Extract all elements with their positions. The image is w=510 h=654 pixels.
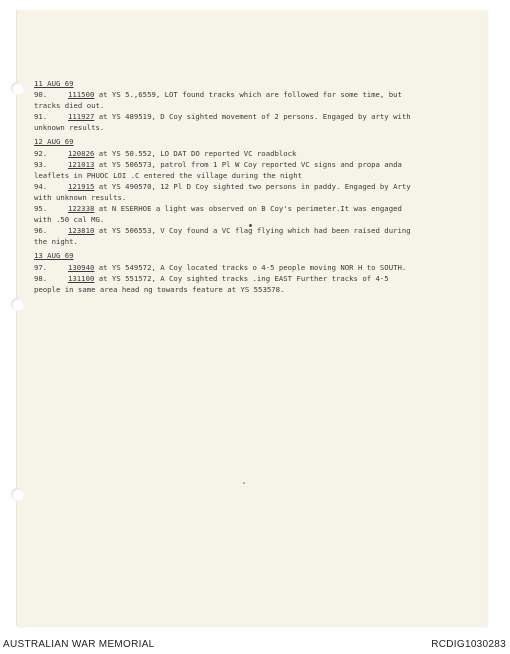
entry-text: at YS 551572, A Coy sighted tracks .ing EAST Further tracks of 4-5 [94, 273, 389, 283]
entry-text: at YS 50.552, LO DAT DO reported VC roadblock [94, 148, 297, 158]
log-entry-continuation [34, 214, 454, 225]
entry-text: at YS 490570, 12 Pl D Coy sighted two persons in paddy. Engaged by Arty [94, 181, 411, 191]
entry-text: people in same area head ng towards feature at YS 553578. [34, 284, 285, 294]
entry-text: at N ESERHOE a light was observed on B Coy's perimeter.It was engaged [94, 204, 402, 214]
log-entry-line [34, 225, 454, 236]
entry-text: at YS 506573, patrol from 1 Pl W Coy reported VC signs and propa anda [94, 159, 402, 169]
log-entry-continuation [34, 192, 454, 203]
entry-time-ref: 121915 [68, 181, 95, 191]
entry-time-ref: 111500 [68, 90, 95, 100]
punch-hole [11, 488, 24, 501]
log-entry-line [34, 111, 454, 122]
punch-hole [11, 82, 24, 95]
date-heading: 12 AUG 69 [34, 137, 74, 147]
log-entry-line [34, 203, 454, 214]
log-entry-line [34, 148, 454, 159]
log-entry-line [34, 273, 454, 284]
entry-number: 98. [34, 273, 48, 283]
footer-reference-id: RCDIG1030283 [431, 639, 506, 650]
entry-time-ref: 122338 [68, 204, 95, 214]
log-entry-continuation [34, 170, 454, 181]
footer [0, 636, 510, 654]
entry-time-ref: 120826 [68, 148, 95, 158]
entry-number: 93. [34, 159, 48, 169]
entry-text: tracks died out. [34, 101, 105, 111]
entry-text: unknown results. [34, 123, 105, 133]
entry-text: the night. [34, 237, 78, 247]
entry-text: at YS 506553, V Coy found a VC flag flying which had been raised during [94, 226, 411, 236]
entry-time-ref: 111927 [68, 112, 95, 122]
log-entry-line [34, 89, 454, 100]
log-text [34, 78, 454, 295]
entry-number: 92. [34, 148, 48, 158]
log-entry-continuation [34, 284, 454, 295]
entry-number: 97. [34, 262, 48, 272]
entry-number: 94. [34, 181, 48, 191]
entry-time-ref: 121013 [68, 159, 95, 169]
log-entry-continuation [34, 236, 454, 247]
log-entry-line [34, 262, 454, 273]
log-entry-line [34, 181, 454, 192]
log-entry-continuation [34, 100, 454, 111]
entry-number: 95. [34, 204, 48, 214]
entry-text: at YS 549572, A Coy located tracks o 4-5 people moving NOR H to SOUTH. [94, 262, 407, 272]
entry-text: with .50 cal MG. [34, 215, 105, 225]
log-entry-continuation [34, 122, 454, 133]
entry-text: at YS 5.,6559, LOT found tracks which are followed for some time, but [94, 90, 402, 100]
entry-text: leaflets in PHUOC LOI .C entered the village during the night [34, 170, 302, 180]
entry-text: at YS 489519, D Coy sighted movement of 2 persons. Engaged by arty with [94, 112, 411, 122]
entry-number: 91. [34, 112, 48, 122]
date-heading: 11 AUG 69 [34, 79, 74, 88]
footer-institution: AUSTRALIAN WAR MEMORIAL [3, 639, 155, 650]
punch-hole [11, 298, 24, 311]
entry-time-ref: 131100 [68, 273, 95, 283]
ink-speck [243, 482, 245, 484]
entry-text: with unknown results. [34, 192, 127, 202]
date-heading: 13 AUG 69 [34, 251, 74, 261]
entry-number: 90. [34, 90, 48, 100]
entry-number: 96. [34, 226, 48, 236]
entry-time-ref: 130940 [68, 262, 95, 272]
log-entry-line [34, 159, 454, 170]
entry-time-ref: 123810 [68, 226, 95, 236]
